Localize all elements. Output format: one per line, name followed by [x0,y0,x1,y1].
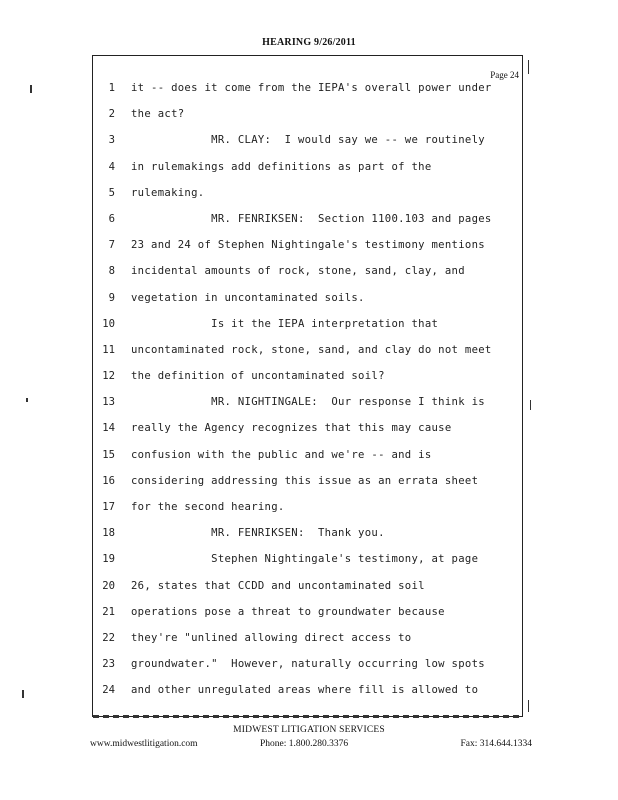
line-text: uncontaminated rock, stone, sand, and clay do not meet [131,343,492,356]
line-number: 15 [102,448,115,461]
transcript-line [93,546,522,572]
transcript-line [93,442,522,468]
scan-speck [528,60,529,74]
line-text: rulemaking. [131,186,205,199]
line-number: 5 [108,186,115,199]
document-header: HEARING 9/26/2011 [262,37,356,48]
transcript-line [93,625,522,651]
line-text: considering addressing this issue as an errata sheet [131,474,479,487]
transcript-line [93,154,522,180]
line-number: 1 [108,82,115,94]
transcript-line [93,311,522,337]
transcript-line [93,232,522,258]
line-number: 18 [102,527,115,540]
line-number: 2 [108,108,115,121]
line-text: groundwater." However, naturally occurring low spots [131,658,485,671]
transcript-line [93,337,522,363]
line-text: 23 and 24 of Stephen Nightingale's testimony mentions [131,239,485,252]
line-text: Is it the IEPA interpretation that [131,317,439,330]
line-number: 6 [108,212,115,225]
line-text: 26, states that CCDD and uncontaminated soil [131,579,425,592]
line-number: 17 [102,501,115,513]
line-number: 11 [102,343,115,356]
transcript-line [93,363,522,389]
line-number: 13 [102,396,115,409]
transcript-lines [93,75,522,704]
line-text: for the second hearing. [131,501,285,513]
transcript-page-frame [92,55,523,717]
line-text: MR. FENRIKSEN: Thank you. [131,527,385,540]
line-number: 23 [102,658,115,671]
line-number: 24 [102,684,115,697]
line-number: 14 [102,422,115,435]
line-number: 16 [102,474,115,487]
line-text: really the Agency recognizes that this may cause [131,422,452,435]
scan-speck [26,398,28,402]
transcript-line [93,101,522,127]
line-text: and other unregulated areas where fill is allowed to [131,684,479,697]
line-number: 4 [108,160,115,173]
transcript-line [93,180,522,206]
scan-artifact-line [93,715,522,718]
line-number: 8 [108,265,115,278]
line-text: in rulemakings add definitions as part of the [131,160,432,173]
scan-speck [530,400,531,410]
transcript-line [93,206,522,232]
transcript-line [93,520,522,546]
footer-website: www.midwestlitigation.com [90,739,198,749]
line-text: the definition of uncontaminated soil? [131,370,385,383]
line-text: the act? [131,108,185,121]
transcript-line [93,573,522,599]
line-number: 10 [102,317,115,330]
line-text: MR. FENRIKSEN: Section 1100.103 and pages [131,212,492,225]
line-number: 22 [102,631,115,644]
line-number: 9 [108,291,115,304]
transcript-line [93,599,522,625]
line-number: 7 [108,239,115,252]
footer-phone: Phone: 1.800.280.3376 [260,739,349,749]
line-number: 12 [102,370,115,383]
scan-speck [30,85,32,93]
line-text: Stephen Nightingale's testimony, at page [131,553,479,566]
scan-speck [528,700,529,712]
line-number: 3 [108,134,115,147]
footer-fax: Fax: 314.644.1334 [460,739,532,749]
line-text: incidental amounts of rock, stone, sand, clay, and [131,265,465,278]
transcript-line [93,127,522,153]
line-text: it -- does it come from the IEPA's overall power under [131,82,492,94]
transcript-line [93,494,522,520]
transcript-line [93,75,522,101]
line-text: MR. NIGHTINGALE: Our response I think is [131,396,485,409]
transcript-line [93,389,522,415]
line-number: 19 [102,553,115,566]
transcript-line [93,258,522,284]
line-number: 21 [102,605,115,618]
transcript-line [93,468,522,494]
transcript-line [93,415,522,441]
page-number: Page 24 [490,70,519,80]
scan-speck [22,690,24,698]
transcript-line [93,651,522,677]
line-text: confusion with the public and we're -- and is [131,448,432,461]
transcript-line [93,285,522,311]
line-number: 20 [102,579,115,592]
line-text: they're "unlined allowing direct access to [131,631,412,644]
line-text: MR. CLAY: I would say we -- we routinely [131,134,485,147]
footer-company: MIDWEST LITIGATION SERVICES [233,725,385,735]
line-text: vegetation in uncontaminated soils. [131,291,365,304]
transcript-line [93,677,522,703]
line-text: operations pose a threat to groundwater because [131,605,445,618]
